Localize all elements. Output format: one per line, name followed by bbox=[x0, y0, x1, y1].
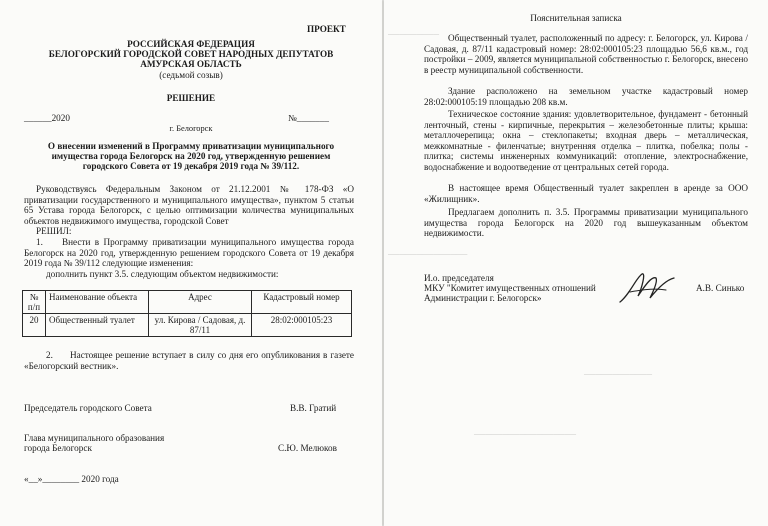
signer-name: А.В. Синько bbox=[696, 283, 745, 293]
header-council: БЕЛОГОРСКИЙ ГОРОДСКОЙ СОВЕТ НАРОДНЫХ ДЕПУТАТОВ bbox=[48, 49, 334, 59]
note-paragraph-4: В настоящее время Общественный туалет закреплен в аренде за ООО «Жилищник». bbox=[424, 183, 748, 204]
title-line-2: имущества города Белогорск на 2020 год, утвержденную решением bbox=[51, 151, 331, 161]
head-title-line-2: города Белогорск bbox=[24, 443, 92, 453]
row-number: 20 bbox=[23, 314, 46, 337]
note-paragraph-5: Предлагаем дополнить п. 3.5. Программы приватизации муниципального имущества города Белогорск на 2020 год вышеуказанным объектом недвижимости. bbox=[424, 207, 748, 238]
bleed-through-text: ──────────── bbox=[584, 370, 653, 379]
signer-title-1: И.о. председателя bbox=[424, 273, 494, 283]
bleed-through-text: ────────────────── bbox=[474, 430, 577, 439]
right-page-explanatory-note bbox=[384, 0, 768, 526]
col-header-address: Адрес bbox=[149, 291, 252, 314]
city: г. Белогорск bbox=[169, 124, 213, 133]
note-title: Пояснительная записка bbox=[530, 13, 622, 23]
note-paragraph-1: Общественный туалет, расположенный по адресу: г. Белогорск, ул. Кирова /Садовая, д. 87/11 кадастровый номер: 28:02:000105:23 площадью 56,6 кв.м., год постройки – 2009, является муниципальной собственностью г. Белогорск, внесено в реестр муниципальной собственности. bbox=[424, 33, 748, 75]
header-region: АМУРСКАЯ ОБЛАСТЬ bbox=[140, 59, 242, 69]
table-header-row bbox=[23, 291, 352, 314]
bleed-through-text: ───────── bbox=[388, 30, 440, 39]
note-paragraph-3: Техническое состояние здания: удовлетворительное, фундамент - бетонный ленточный, стены - кирпичные, перекрытия – железобетонные плиты; крыша: металлочерепица; окна – стеклопакеты; входная дверь – металлическая, межкомнатные - филенчатые; внутренняя отделка – плитка, побелка; полы - плитка; системы инженерных коммуникаций: отопление, электроснабжение, водоснабжение и водоотведение от центральных сетей города. bbox=[424, 109, 748, 172]
date-blank: ______2020 bbox=[24, 113, 70, 123]
head-name: С.Ю. Мелюков bbox=[278, 443, 337, 453]
item-1-number: 1. bbox=[36, 237, 43, 247]
table-row bbox=[23, 314, 352, 337]
row-address: ул. Кирова / Садовая, д. 87/11 bbox=[149, 314, 252, 337]
item-1-subtext: дополнить пункт 3.5. следующим объектом недвижимости: bbox=[46, 269, 279, 279]
preamble-paragraph: Руководствуясь Федеральным Законом от 21.12.2001 № 178-ФЗ «О приватизации государственного и муниципального имущества», пунктом 5 статьи 65 Устава города Белогорск, с целью оптимизации количества муниципальных объектов недвижимого имущества, городской Совет bbox=[24, 184, 354, 226]
convocation: (седьмой созыв) bbox=[159, 70, 223, 80]
bleed-through-text: ────────────── bbox=[388, 250, 468, 259]
item-2-number: 2. bbox=[46, 350, 53, 360]
sign-date: «__»________ 2020 года bbox=[24, 474, 119, 484]
row-object-name: Общественный туалет bbox=[46, 314, 149, 337]
signer-title-2: МКУ "Комитет имущественных отношений bbox=[424, 283, 596, 293]
item-2-text: Настоящее решение вступает в силу со дня его опубликования в газете «Белогорский вестник». bbox=[24, 350, 354, 371]
chair-name: В.В. Гратий bbox=[290, 403, 337, 413]
draft-label: ПРОЕКТ bbox=[307, 24, 346, 34]
item-1-text: Внести в Программу приватизации муниципального имущества города Белогорск на 2020 год, утвержденную решением городского Совета от 19 декабря 2019 года № 39/112 следующие изменения: bbox=[24, 237, 354, 268]
row-cadastral: 28:02:000105:23 bbox=[252, 314, 352, 337]
left-page-decision bbox=[0, 0, 382, 526]
col-header-cadastral: Кадастровый номер bbox=[252, 291, 352, 314]
col-header-number: № п/п bbox=[23, 291, 46, 314]
number-blank: №_______ bbox=[288, 113, 329, 123]
head-title-line-1: Глава муниципального образования bbox=[24, 433, 165, 443]
title-line-1: О внесении изменений в Программу приватизации муниципального bbox=[47, 141, 335, 151]
note-paragraph-2: Здание расположено на земельном участке кадастровый номер 28:02:000105:19 площадью 208 кв.м. bbox=[424, 86, 748, 107]
resolved-label: РЕШИЛ: bbox=[36, 226, 72, 236]
chair-title: Председатель городского Совета bbox=[24, 403, 152, 413]
handwritten-signature-icon bbox=[616, 268, 680, 308]
title-line-3: городского Совета от 19 декабря 2019 года № 39/112. bbox=[82, 161, 300, 171]
signer-title-3: Администрации г. Белогорск» bbox=[424, 293, 542, 303]
property-table bbox=[22, 290, 352, 337]
header-federation: РОССИЙСКАЯ ФЕДЕРАЦИЯ bbox=[127, 39, 255, 49]
decision-heading: РЕШЕНИЕ bbox=[166, 93, 216, 103]
col-header-name: Наименование объекта bbox=[46, 291, 149, 314]
